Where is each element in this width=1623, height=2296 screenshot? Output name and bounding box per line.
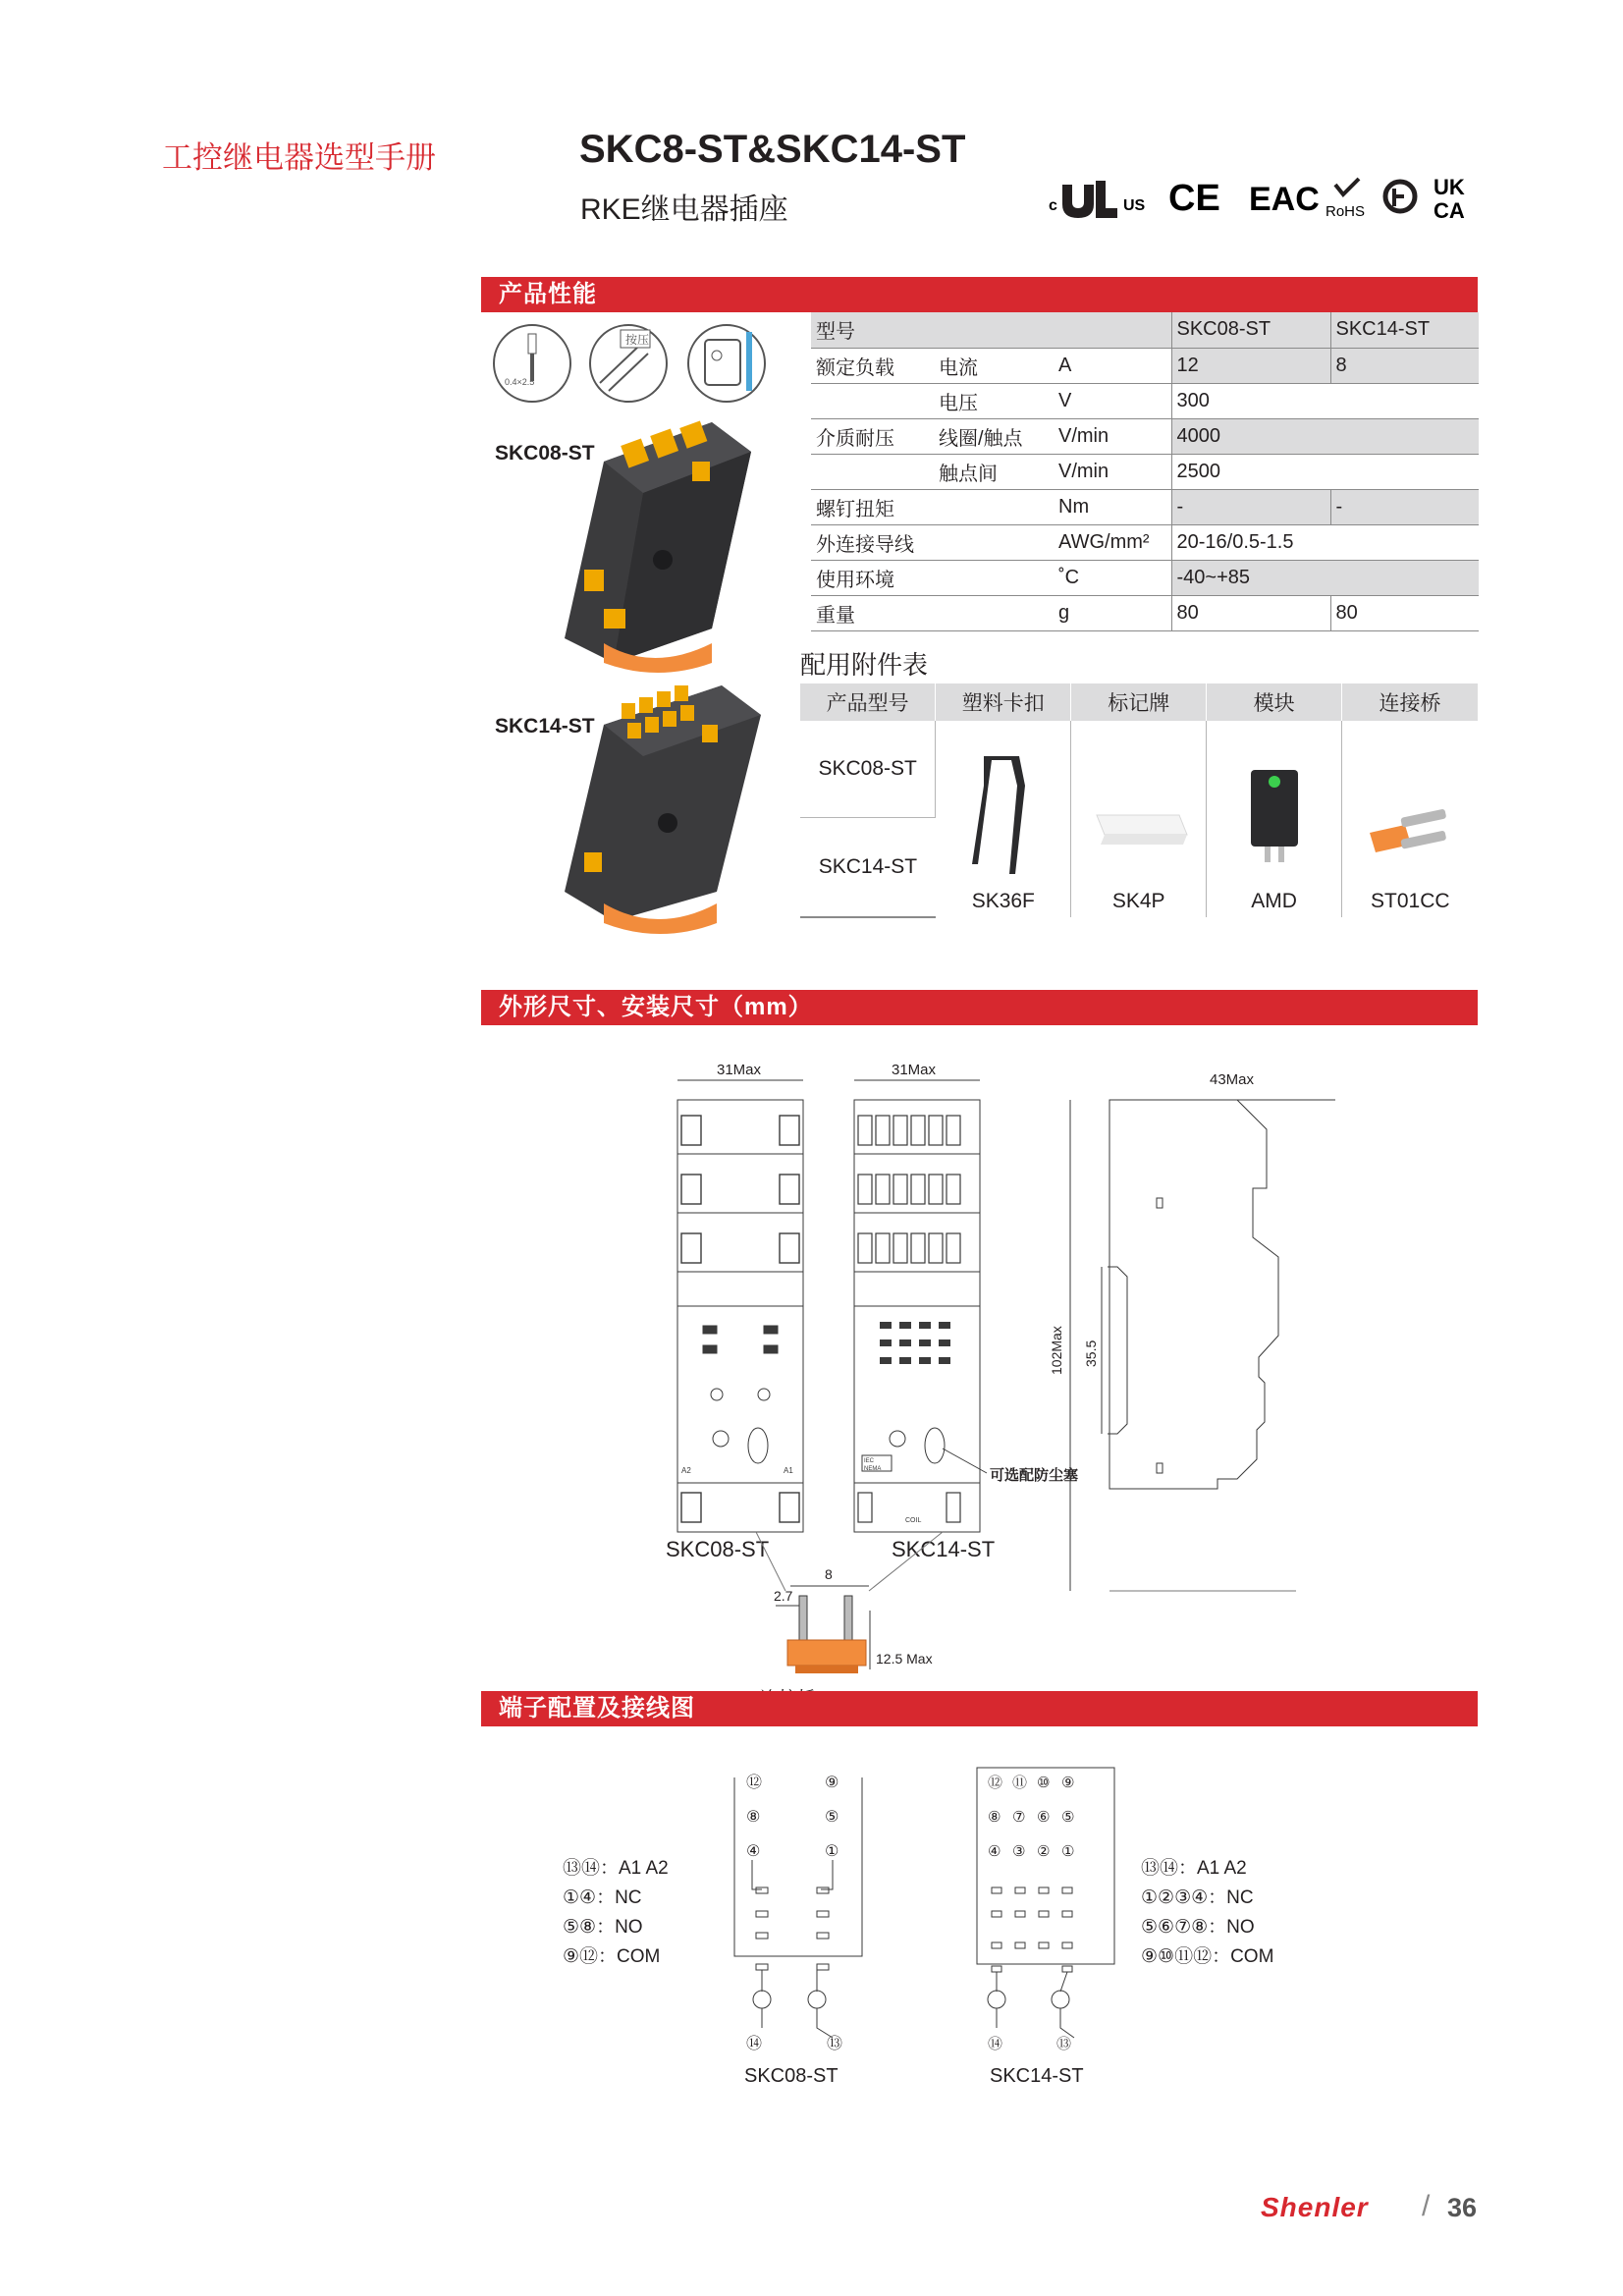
legend-item: ⑬⑭：A1 A2 [563,1858,669,1879]
accessories-title: 配用附件表 [800,650,929,680]
skc08-front-view [677,1062,803,1532]
table-row [811,489,1479,524]
terminal-5: ⑤ [825,1809,839,1826]
acc-model-skc14: SKC14-ST [800,818,936,917]
acc-item-amd: AMD [1251,890,1297,912]
terminal-14: ⑭ [746,2036,763,2052]
spec-cell [934,595,1054,630]
acc-head-model: 产品型号 [800,683,936,721]
dim-label-skc14: SKC14-ST [892,1537,996,1561]
spec-cell: 线圈/触点 [934,418,1054,454]
section-wiring: 端子配置及接线图 [481,1691,1478,1726]
spec-cell: AWG/mm² [1054,524,1171,560]
terminal-6: ⑥ [1037,1809,1051,1826]
page-number: 36 [1447,2193,1478,2222]
connection-bridge-image [1356,776,1464,884]
certification-logos [1041,167,1483,226]
dim-width-skc08: 31Max [717,1062,762,1078]
dim-pitch: 8 [825,1566,833,1582]
spec-cell: 电压 [934,383,1054,418]
spec-cell: -40~+85 [1171,560,1479,595]
skc08-wiring [734,1774,862,2052]
terminal-7: ⑦ [1012,1809,1026,1826]
terminal-9: ⑨ [1061,1775,1075,1791]
terminal-5: ⑤ [1061,1809,1075,1826]
spec-cell: 8 [1330,348,1479,383]
spec-cell: 螺钉扭矩 [811,489,934,524]
acc-head-marker: 标记牌 [1071,683,1207,721]
module-image [1235,756,1314,884]
spec-cell [934,489,1054,524]
terminal-8: ⑧ [988,1809,1001,1826]
legend-item: ①②③④：NC [1141,1887,1254,1908]
screwdriver-size: 0.4×2.5 [505,377,535,387]
terminal-12: ⑫ [746,1775,763,1791]
terminal-12: ⑫ [988,1775,1003,1791]
terminal-3: ③ [1012,1843,1026,1860]
legend-item: ⑬⑭：A1 A2 [1141,1858,1247,1879]
wiring-label-skc08: SKC08-ST [744,2065,839,2087]
spec-cell: Nm [1054,489,1171,524]
tool-icons [487,322,782,410]
catalog-title: 工控继电器选型手册 [162,140,436,175]
terminal-11: ⑪ [1012,1775,1028,1791]
brand-logo: Shenler [1261,2192,1369,2222]
spec-cell: 触点间 [934,454,1054,489]
table-row [811,595,1479,630]
table-row [811,383,1479,418]
spec-cell [934,560,1054,595]
terminal-2: ② [1037,1843,1051,1860]
coil-label: COIL [905,1517,922,1524]
spec-cell: - [1171,489,1330,524]
table-row [811,560,1479,595]
dim-rail: 35.5 [1083,1339,1099,1367]
table-row [811,454,1479,489]
table-row [811,348,1479,383]
spec-cell: g [1054,595,1171,630]
cert-us: US [1123,197,1146,214]
skc14-wiring [977,1768,1114,2052]
table-row [811,418,1479,454]
screwdriver-icon [494,325,570,402]
acc-head-clip: 塑料卡扣 [936,683,1071,721]
product-title: SKC8-ST&SKC14-ST [579,128,966,171]
plastic-clip-image [964,746,1043,884]
spec-cell: 电流 [934,348,1054,383]
spec-cell: 80 [1171,595,1330,630]
ul-mark-icon [1049,181,1146,218]
spec-cell: 12 [1171,348,1330,383]
cert-uk: UK [1434,175,1465,199]
wiring-legend-right [1141,1854,1273,1972]
terminal-13: ⑬ [827,2036,843,2052]
footer-separator: / [1422,2190,1431,2222]
legend-item: ⑨⑫：COM [563,1946,661,1967]
skc14-front-view [854,1062,980,1532]
spec-cell [934,524,1054,560]
product-image-skc14 [545,685,771,941]
ce-mark-icon: CE [1168,178,1220,219]
press-label: 按压 [625,333,650,347]
accessories-header-row [800,683,1479,721]
spec-cell: 300 [1171,383,1479,418]
acc-clip-cell [936,721,1071,917]
spec-cell: V/min [1054,418,1171,454]
model-label-skc14: SKC14-ST [495,715,595,738]
spec-cell: 20-16/0.5-1.5 [1171,524,1479,560]
side-view [1049,1071,1335,1591]
rohs-mark-icon [1325,179,1365,220]
terminal-13: ⑬ [1056,2036,1072,2052]
spec-cell: 使用环境 [811,560,934,595]
wiring-label-skc14: SKC14-ST [990,2065,1084,2087]
cert-rohs: RoHS [1325,203,1366,220]
spec-head-skc08: SKC08-ST [1171,312,1330,348]
spec-head-unit [1054,312,1171,348]
approval-mark-icon [1385,182,1415,211]
terminal-14: ⑭ [988,2036,1003,2052]
dim-bridge-height: 12.5 Max [876,1651,933,1667]
table-row [811,524,1479,560]
spec-cell: 重量 [811,595,934,630]
dim-height: 102Max [1049,1326,1064,1375]
acc-marker-cell [1071,721,1207,917]
table-row [800,721,1479,818]
terminal-4: ④ [988,1843,1001,1860]
accessories-table [800,683,1479,918]
spec-header-row [811,312,1479,348]
terminal-a2: A2 [681,1466,691,1475]
acc-item-st01cc: ST01CC [1371,890,1450,912]
acc-head-module: 模块 [1207,683,1342,721]
iec-label: IEC [864,1458,875,1464]
product-image-skc08 [545,422,771,668]
terminal-1: ① [825,1843,839,1860]
acc-model-skc08: SKC08-ST [800,721,936,818]
spec-head-blank [934,312,1054,348]
acc-bridge-cell [1342,721,1479,917]
spec-cell [811,454,934,489]
terminal-a1: A1 [784,1466,793,1475]
press-tool-icon [590,325,667,402]
spec-head-skc14: SKC14-ST [1330,312,1479,348]
model-label-skc08: SKC08-ST [495,442,595,465]
spec-cell: - [1330,489,1479,524]
dim-depth: 43Max [1210,1071,1255,1088]
acc-item-sk4p: SK4P [1111,890,1165,912]
spec-cell: 2500 [1171,454,1479,489]
marker-tag-image [1085,776,1193,884]
nema-label: NEMA [864,1466,882,1472]
section-dimensions: 外形尺寸、安装尺寸（mm） [481,990,1478,1025]
terminal-8: ⑧ [746,1809,761,1826]
spec-cell [811,383,934,418]
spec-cell: 80 [1330,595,1479,630]
spec-cell: 4000 [1171,418,1479,454]
section-performance: 产品性能 [481,277,1478,312]
spec-cell: 外连接导线 [811,524,934,560]
spec-head-model: 型号 [811,312,934,348]
acc-head-bridge: 连接桥 [1342,683,1479,721]
spec-cell: 介质耐压 [811,418,934,454]
terminal-10: ⑩ [1037,1775,1051,1791]
terminal-9: ⑨ [825,1775,839,1791]
acc-item-sk36f: SK36F [971,890,1035,912]
wiring-diagram [717,1758,1149,2092]
spec-cell: ˚C [1054,560,1171,595]
cert-ca: CA [1434,198,1465,223]
legend-item: ⑤⑥⑦⑧：NO [1141,1917,1255,1938]
legend-item: ⑨⑩⑪⑫：COM [1141,1946,1274,1967]
spec-cell: V/min [1054,454,1171,489]
dim-offset: 2.7 [774,1588,793,1604]
spec-cell: A [1054,348,1171,383]
wire-insert-icon [688,325,765,402]
dust-plug-label: 可选配防尘塞 [990,1467,1079,1484]
ukca-mark-icon [1434,175,1465,223]
terminal-4: ④ [746,1843,761,1860]
dimension-drawing [648,1061,1355,1689]
terminal-1: ① [1061,1843,1075,1860]
spec-cell: 额定负载 [811,348,934,383]
dim-label-skc08: SKC08-ST [666,1537,770,1561]
spec-table [811,312,1479,631]
product-subtitle: RKE继电器插座 [580,193,788,226]
legend-item: ①④：NC [563,1887,642,1908]
legend-item: ⑤⑧：NO [563,1917,643,1938]
acc-module-cell [1207,721,1342,917]
spec-cell: V [1054,383,1171,418]
dim-width-skc14: 31Max [892,1062,937,1078]
cert-c: c [1049,197,1057,214]
eac-mark-icon: EAC [1249,181,1320,218]
wiring-legend-left [563,1854,669,1972]
